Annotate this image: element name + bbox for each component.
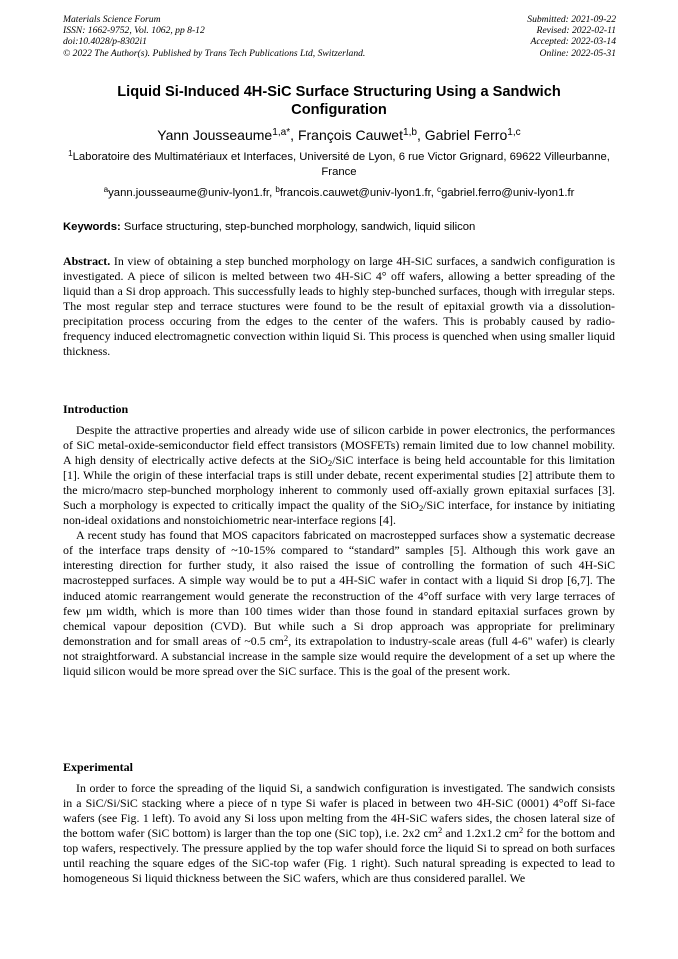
paper-title [80,83,598,119]
author-name: François Cauwet [297,127,403,143]
text-run: A recent study has found that MOS capacitors fabricated on macrostepped surfaces show a systematic decrease of the interface traps density of ~10-15% compared to “standard” samples [5]. Although this work gave an interesting direction for further study, it also raised the issue of controlling the formation of such 4H-SiC macrostepped surfaces. A simple way would be to put a 4H-SiC wafer in contact with a liquid Si drop [6,7]. The induced atomic rearrangement would generate the reconstruction of the 4°off surface with very large terraces of few µm width, which is more than 100 times wider than those found in standard epitaxial surfaces grown by chemical vapour deposition (CVD). But while such a Si drop approach was appropriate for preliminary demonstration and for small areas of ~0.5 cm [63,528,615,648]
text-run: for the bottom and top wafers, respectively. The pressure applied by the top wafer should force the liquid Si to spread on both surfaces until reaching the square edges of the SiC-top wafer (Fig. 1 right). Such natural spreading is expected to lead to homogeneous Si liquid thickness between the SiC wafers, which are thus considered parallel. We [63,826,615,886]
introduction-heading: Introduction [63,402,129,416]
keywords-text: Surface structuring, step-bunched morphology, sandwich, liquid silicon [123,221,476,233]
text-run: /SiC interface is being held accountable for this limitation [1]. While the origin of these interfacial traps is still under debate, recent experimental studies [2] attribute them to the micro/macro step-bunched morphology inherent to commonly used off-axially grown epitaxial surfaces [3]. Such a morphology is expected to critically impact the quality of the SiO [63,453,615,513]
accepted-date: Accepted: 2022-03-14 [530,36,616,48]
abstract-label: Abstract. [63,254,111,268]
text-run: , its extrapolation to industry-scale areas (full 4-6" wafer) is clearly not straightforward. A substancial increase in the sample size would require the development of a set up where the liquid silicon would be more spread over the SiC surface. This is the goal of the present work. [63,633,616,678]
journal-header-left [63,14,365,59]
email-address[interactable]: francois.cauwet@univ-lyon1.fr [279,187,431,199]
author-emails: $^a$yann.jousseaume@univ-lyon1.fr, $^b$francois.cauwet@univ-lyon1.fr, $^c$gabriel.ferro@univ-lyon1.fr [103,185,575,199]
email-address[interactable]: yann.jousseaume@univ-lyon1.fr [108,187,270,199]
text-run: In order to force the spreading of the liquid Si, a sandwich configuration is investigated. The sandwich consists in a SiC/Si/SiC stacking where a piece of n type Si wafer is placed in between two 4H-SiC (0001) 4°off Si-face wafers (see Fig. 1 left). To avoid any Si loss upon melting from the 4H-SiC wafers sides, the chosen lateral size of the bottom wafer (SiC bottom) is larger than the top one (SiC top), i.e. 2x2 cm [63,781,615,841]
keywords-label: Keywords: [63,221,121,233]
text-run: Despite the attractive properties and already wide use of silicon carbide in power electronics, the performances of SiC metal-oxide-semiconductor field effect transistors (MOSFETs) remain limited due to low channel mobility. A high density of electrically active defects at the SiO [63,423,615,468]
affiliation-mark: 1 [68,149,73,159]
email-mark: a [103,185,109,195]
copyright-line: © 2022 The Author(s). Published by Trans Tech Publications Ltd, Switzerland. [63,47,366,59]
submitted-date: Submitted: 2021-09-22 [527,14,616,25]
paragraph [63,528,615,678]
keywords [63,220,615,234]
superscript: 2 [438,825,443,836]
text-run: and 1.2x1.2 cm [442,826,520,841]
title-line-2: Configuration [291,102,387,118]
subscript: 2 [327,458,333,469]
email-mark: c [437,185,442,195]
experimental-heading: Experimental [63,760,133,774]
author-name: Yann Jousseaume [157,127,273,143]
superscript: 2 [283,632,289,643]
doi-line: doi:10.4028/p-8302i1 [63,36,147,48]
affiliation-text: Laboratoire des Multimatériaux et Interfaces, Université de Lyon, 6 rue Victor Grignard, 69622 Villeurbanne, France [72,151,610,178]
title-line-1: Liquid Si-Induced 4H-SiC Surface Structuring Using a Sandwich [117,84,561,100]
revised-date: Revised: 2022-02-11 [536,25,616,37]
superscript: 2 [519,825,524,836]
online-date: Online: 2022-05-31 [539,47,616,59]
text-run: /SiC interface, for instance by initiating non-ideal oxidations and nonstoichiometric near-interface regions [4]. [63,498,615,528]
author-name: Gabriel Ferro [424,127,508,143]
journal-header-right [527,14,616,59]
abstract-text: In view of obtaining a step bunched morphology on large 4H-SiC surfaces, a sandwich configuration is investigated. A piece of silicon is melted between two 4H-SiC 4° off wafers, allowing a better spreading of the liquid than a Si drop approach. This successfully leads to highly step-bunched surfaces, though with irregular steps. The most regular step and terrace stuctures were found to be the result of epitaxial growth via a dissolution-precipitation process occuring from the edges to the center of the wafers. This is probably caused by radio-frequency induced electromagnetic convection within liquid Si. This process is quenched when using smaller liquid thickness. [63,254,615,359]
email-address[interactable]: gabriel.ferro@univ-lyon1.fr [441,187,575,199]
author-affiliation-mark: 1,c [507,127,521,139]
issn-line: ISSN: 1662-9752, Vol. 1062, pp 8-12 [63,25,205,37]
author-list: Yann Jousseaume$^{1,a*}$, François Cauwet$^{1,b}$, Gabriel Ferro$^{1,c}$ [157,127,521,143]
abstract [63,254,615,359]
email-mark: b [275,185,280,195]
journal-name: Materials Science Forum [63,14,161,25]
abstract-paragraph [63,254,615,359]
paragraph [63,423,615,528]
subscript: 2 [418,503,424,514]
paragraph [63,781,615,886]
author-affiliation-mark: 1,b [402,127,417,139]
experimental-body [63,781,615,886]
author-affiliation-mark: 1,a* [272,127,291,139]
affiliation [63,150,615,180]
introduction-body [63,423,615,679]
